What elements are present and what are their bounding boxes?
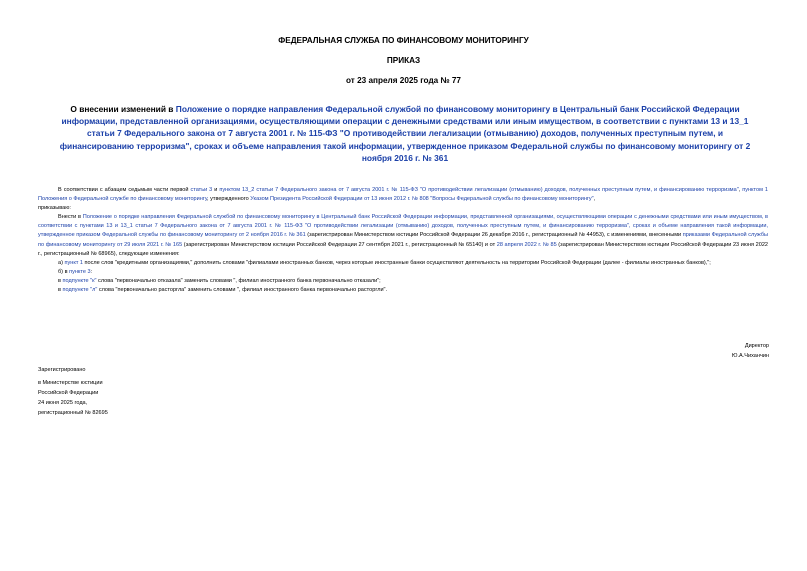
paragraph-item-b xyxy=(38,268,768,277)
link-order-85[interactable]: 28 апреля 2022 г. № 85 xyxy=(496,241,557,248)
link-point-3[interactable]: пункте 3 xyxy=(69,268,91,275)
registration-line: 24 июня 2025 года, xyxy=(38,400,88,406)
text: : xyxy=(90,268,93,275)
link-subpoint-l[interactable]: подпункте "л" xyxy=(62,287,98,294)
text: после слов "кредитными организациями," дополнить словами "филиалами иностранных банков, через которые иностранные банки осуществляют деятельность на территории Российской Федерации (далее - филиалы иностранных банков),"; xyxy=(82,259,711,266)
link-regulation[interactable]: Положение о порядке направления Федеральной службой по финансовому мониторингу в Центральный банк Российской Федерации информации, представленной организациями, осуществляющими операции с денежными средствами или иным имуществом, в соответствии с пунктами 13 и 13_1 статьи 7 Федерального закона от 7 августа 2001 г. № 115-ФЗ "О противодействии легализации (отмыванию) доходов, полученных преступным путем, и финансированию терроризма", сроках и объеме направления такой информации, утвержденное приказом Федеральной службы по финансовому мониторингу от 2 ноября 2016 г. № 361 xyxy=(38,214,768,239)
registration-line: Российской Федерации xyxy=(38,390,99,396)
text: и xyxy=(212,187,220,193)
link-regulation-point-1[interactable]: пунктом 1 Положения о Федеральной службе по финансовому мониторингу xyxy=(38,187,768,203)
paragraph-subitem-k xyxy=(38,277,768,286)
paragraph-basis xyxy=(38,186,768,204)
text: , утвержденного xyxy=(207,196,251,203)
registration-line: Зарегистрировано xyxy=(38,367,86,373)
paragraph-item-a xyxy=(38,259,768,268)
paragraph-subitem-l xyxy=(38,286,768,295)
agency-name: ФЕДЕРАЛЬНАЯ СЛУЖБА ПО ФИНАНСОВОМУ МОНИТОРИНГУ xyxy=(278,36,529,45)
registration-block xyxy=(38,365,108,418)
link-presidential-decree[interactable]: Указом Президента Российской Федерации от 13 июня 2012 г. № 808 "Вопросы Федеральной службы по финансовому мониторингу" xyxy=(250,196,594,203)
title-link[interactable]: Положение о порядке направления Федеральной службой по финансовому мониторингу в Центральный банк Российской Федерации информации, представленной организациями, осуществляющими операции с денежными средствами или иным имуществом, в соответствии с пунктами 13 и 13_1 статьи 7 Федерального закона от 7 августа 2001 г. № 115-ФЗ "О противодействии легализации (отмыванию) доходов, полученных преступным путем, и финансированию терроризма", сроках и объеме направления такой информации, утвержденное приказом Федеральной службы по финансовому мониторингу от 2 ноября 2016 г. № 361 xyxy=(59,104,751,163)
text: (зарегистрирован Министерством юстиции Российской Федерации 23 июня 2022 г., регистрационный № 68965), следующие изменения: xyxy=(38,241,768,257)
text: слова "первоначально расторгла" заменить словами ", филиал иностранного банка первоначально расторгли". xyxy=(97,287,388,294)
text: В соответствии с абзацем седьмым части первой xyxy=(58,187,191,193)
document-date-number: от 23 апреля 2025 года № 77 xyxy=(346,76,461,85)
text: в xyxy=(58,287,63,294)
paragraph-order: приказываю: xyxy=(38,205,71,212)
text: (зарегистрирован Министерством юстиции Российской Федерации 26 декабря 2016 г., регистрационный № 44953), с изменениями, внесенными xyxy=(305,232,683,239)
signature-title: Директор xyxy=(744,343,769,349)
text: слова "первоначально отказала" заменить словами ", филиал иностранного банка первоначально отказали"; xyxy=(96,277,381,284)
link-article-3[interactable]: статьи 3 xyxy=(190,187,213,193)
text: , xyxy=(593,196,596,203)
text: Внести в xyxy=(58,214,83,221)
link-subpoint-k[interactable]: подпункте "к" xyxy=(62,277,97,284)
signature-name: Ю.А.Чиханчин xyxy=(731,353,769,359)
text: а) xyxy=(58,259,65,266)
registration-line: в Министерстве юстиции xyxy=(38,380,103,386)
text: в xyxy=(58,277,63,284)
link-order-165[interactable]: приказами Федеральной службы по финансовому мониторингу от 29 июля 2021 г. № 165 xyxy=(38,232,768,248)
document-title xyxy=(52,103,758,164)
text: , xyxy=(738,187,743,193)
text: (зарегистрирован Министерством юстиции Российской Федерации 27 сентября 2021 г., регистрационный № 65140) и от xyxy=(182,241,497,248)
document-body xyxy=(38,186,768,295)
link-law-115-fz[interactable]: пунктом 13_2 статьи 7 Федерального закона от 7 августа 2001 г. № 115-ФЗ "О противодействии легализации (отмыванию) доходов, полученных преступным путем, и финансированию терроризма" xyxy=(219,187,739,193)
paragraph-amendments xyxy=(38,213,768,258)
text: б) в xyxy=(58,268,70,275)
title-prefix: О внесении изменений в xyxy=(70,104,176,114)
link-point-1[interactable]: пункт 1 xyxy=(64,259,83,266)
registration-line: регистрационный № 82695 xyxy=(38,410,108,416)
document-type: ПРИКАЗ xyxy=(386,56,421,65)
